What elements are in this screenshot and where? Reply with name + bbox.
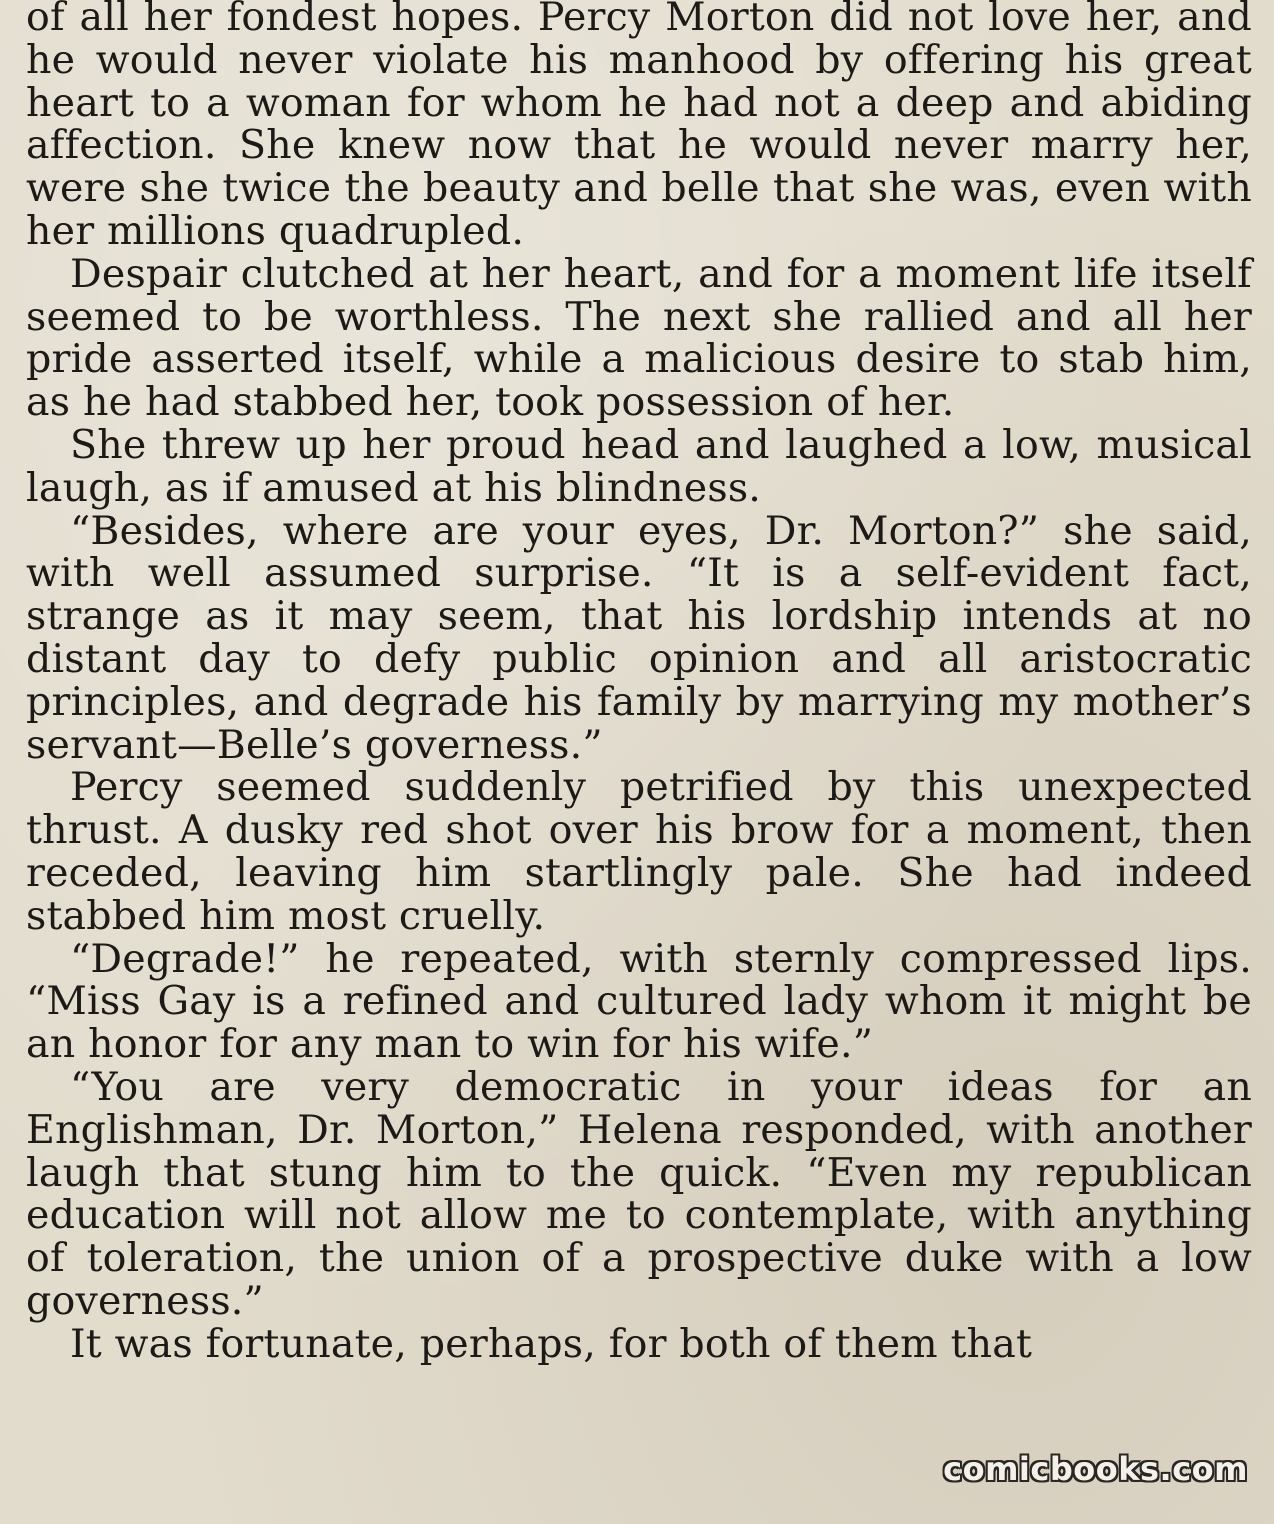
paragraph-7: “You are very democratic in your ideas for an Englishman, Dr. Morton,” Helena responded, with another laugh that stung him to the quick. “Even my republican education will not allow me to contemplate, with anything of toleration, the union of a prospective duke with a low governess.” [26,1063,1252,1324]
watermark: comicbooks.com [943,1450,1248,1488]
paragraph-3: She threw up her proud head and laughed a low, musical laugh, as if amused at his blindness. [26,421,1252,511]
paragraph-2: Despair clutched at her heart, and for a moment life itself seemed to be worthless. The next she rallied and all her pride asserted itself, while a malicious desire to stab him, as he had stabbed her, took possession of her. [26,250,1252,426]
article-column [26,0,1252,1366]
paragraph-8: It was fortunate, perhaps, for both of them that [70,1320,1033,1367]
paragraph-1: of all her fondest hopes. Percy Morton did not love her, and he would never violate his manhood by offering his great heart to a woman for whom he had not a deep and abiding affection. She knew now that he would never marry her, were she twice the beauty and belle that she was, even with her millions quadrupled. [26,0,1252,254]
paragraph-5: Percy seemed suddenly petrified by this unexpected thrust. A dusky red shot over his brow for a moment, then receded, leaving him startlingly pale. She had indeed stabbed him most cruelly. [26,764,1252,939]
paragraph-4: “Besides, where are your eyes, Dr. Morton?” she said, with well assumed surprise. “It is a self-evident fact, strange as it may seem, that his lordship intends at no distant day to defy public opinion and all aristocratic principles, and degrade his family by marrying my mother’s servant—Belle’s governess.” [26,507,1252,768]
paragraph-6: “Degrade!” he repeated, with sternly compressed lips. “Miss Gay is a refined and cultured lady whom it might be an honor for any man to win for his wife.” [26,935,1252,1068]
